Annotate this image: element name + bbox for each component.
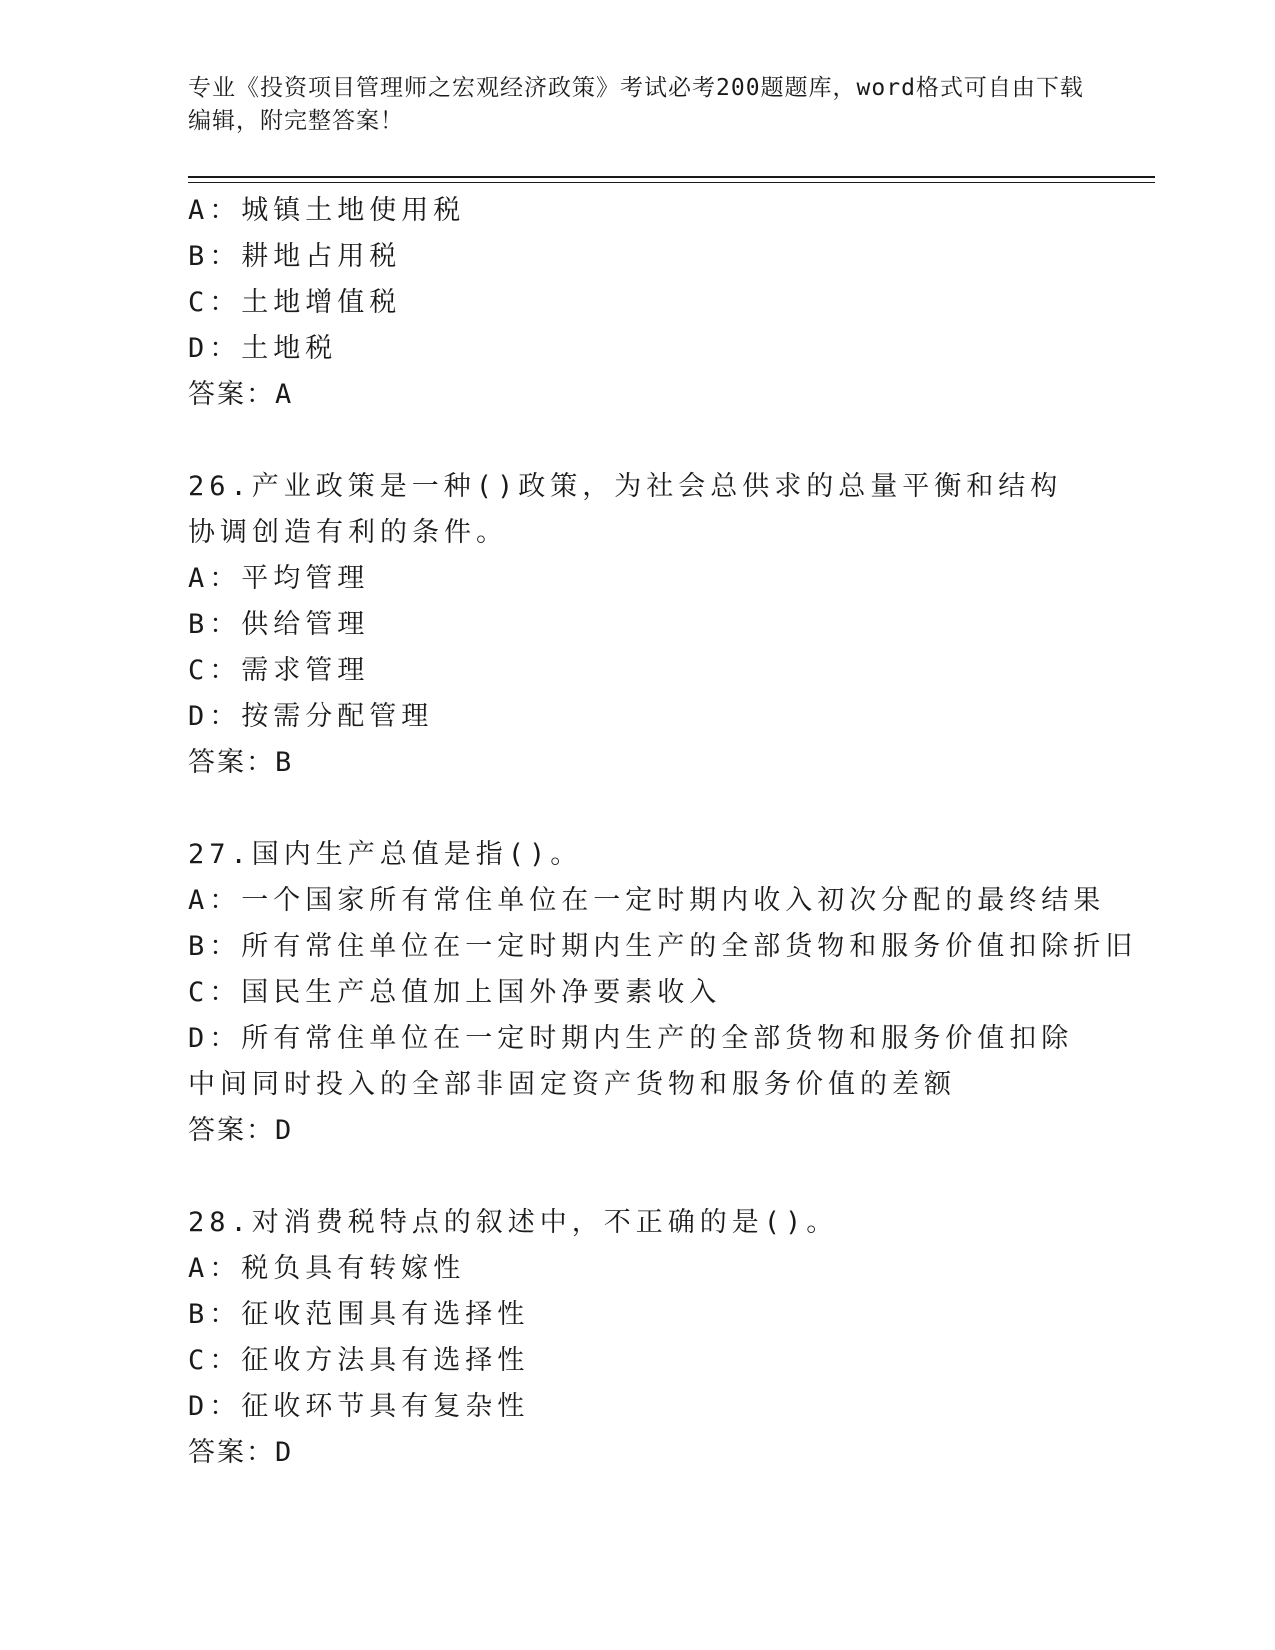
- option-c: C：国民生产总值加上国外净要素收入: [188, 977, 722, 1008]
- header-divider-thin: [188, 182, 1155, 183]
- option-a: A：一个国家所有常住单位在一定时期内收入初次分配的最终结果: [188, 885, 1106, 916]
- option-c: C：征收方法具有选择性: [188, 1345, 530, 1376]
- question-text: 28.对消费税特点的叙述中，不正确的是()。: [188, 1207, 839, 1238]
- option-b: B：所有常住单位在一定时期内生产的全部货物和服务价值扣除折旧: [188, 931, 1138, 962]
- option-c: C：需求管理: [188, 655, 370, 686]
- question-28: [188, 1200, 1088, 1476]
- spacer: [188, 1154, 1088, 1200]
- option-b: B：耕地占用税: [188, 241, 402, 272]
- spacer: [188, 418, 1088, 464]
- question-text: 26.产业政策是一种()政策，为社会总供求的总量平衡和结构协调创造有利的条件。: [188, 471, 1063, 548]
- header-divider-thick: [188, 176, 1155, 178]
- question-list: [188, 188, 1138, 1476]
- question-text: 27.国内生产总值是指()。: [188, 839, 583, 870]
- question-27: [188, 832, 1138, 1154]
- option-b: B：供给管理: [188, 609, 370, 640]
- option-b: B：征收范围具有选择性: [188, 1299, 530, 1330]
- answer-line: 答案：D: [188, 1437, 294, 1468]
- option-c: C：土地增值税: [188, 287, 402, 318]
- answer-line: 答案：B: [188, 747, 294, 778]
- option-a: A：税负具有转嫁性: [188, 1253, 466, 1284]
- answer-line: 答案：D: [188, 1115, 294, 1146]
- option-a: A：平均管理: [188, 563, 370, 594]
- option-d: D：按需分配管理: [188, 701, 434, 732]
- question-25: [188, 188, 1088, 418]
- option-d: D：征收环节具有复杂性: [188, 1391, 530, 1422]
- document-header: 专业《投资项目管理师之宏观经济政策》考试必考200题题库，word格式可自由下载编辑，附完整答案！: [188, 75, 1084, 134]
- option-d: D：土地税: [188, 333, 338, 364]
- answer-line: 答案：A: [188, 379, 294, 410]
- option-a: A：城镇土地使用税: [188, 195, 466, 226]
- option-d: D：所有常住单位在一定时期内生产的全部货物和服务价值扣除中间同时投入的全部非固定资产货物和服务价值的差额: [188, 1023, 1074, 1100]
- question-26: [188, 464, 1088, 786]
- spacer: [188, 786, 1088, 832]
